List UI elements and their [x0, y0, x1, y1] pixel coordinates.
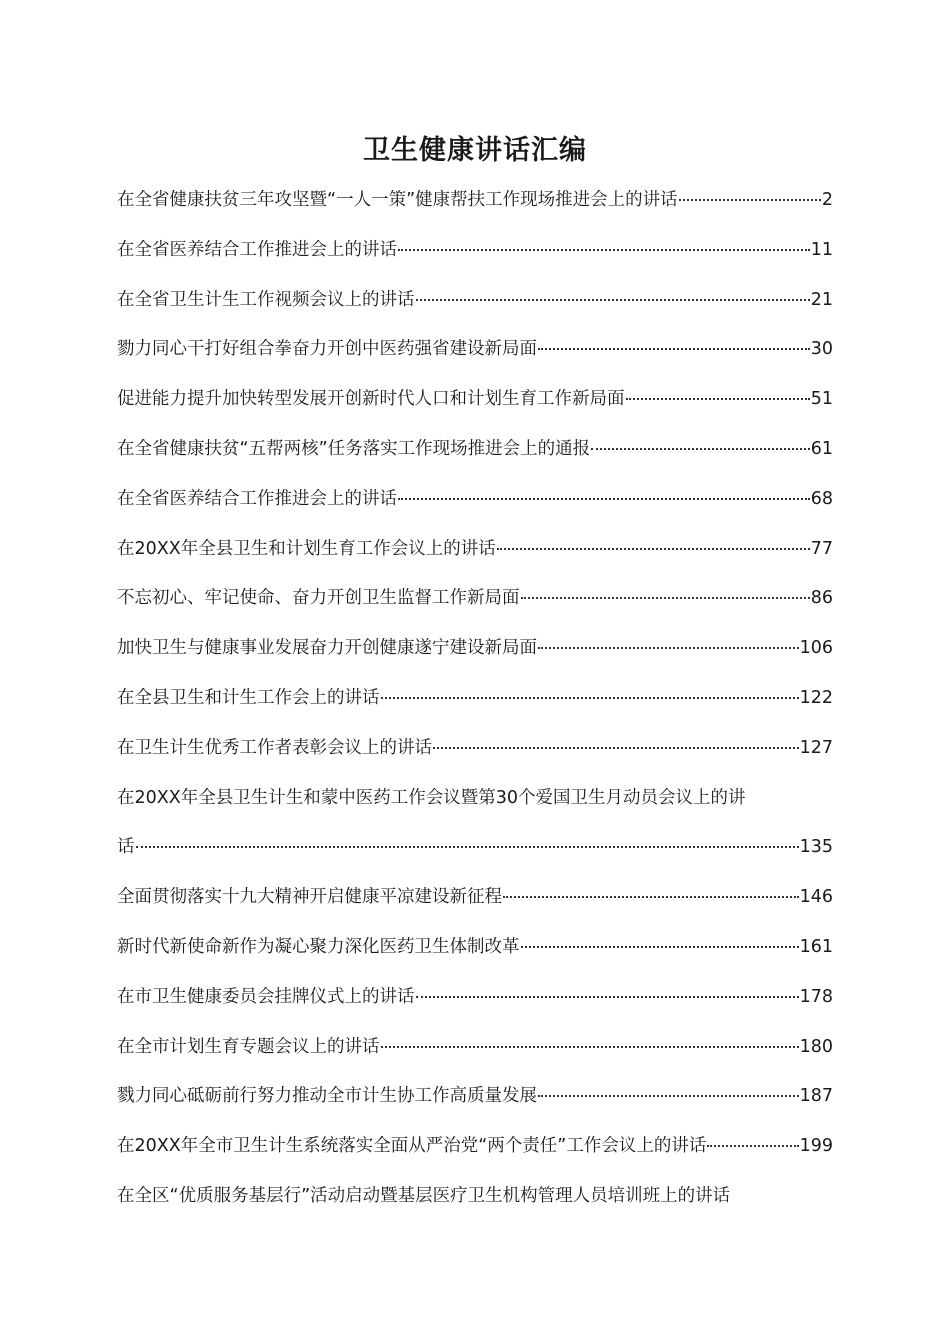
toc-entry-title: 在20XX年全县卫生计生和蒙中医药工作会议暨第30个爱国卫生月动员会议上的讲 — [117, 787, 746, 808]
toc-entry[interactable] — [117, 1133, 833, 1183]
toc-entry[interactable] — [117, 735, 833, 785]
toc-entry[interactable] — [117, 984, 833, 1034]
toc-entry[interactable] — [117, 187, 833, 237]
toc-page-number: 127 — [799, 737, 833, 758]
toc-page-number: 30 — [810, 339, 833, 360]
toc-entry-title: 戮力同心砥砺前行努力推动全市计生协工作高质量发展 — [117, 1086, 537, 1107]
toc-dot-leader — [136, 846, 799, 848]
toc-entry[interactable] — [117, 436, 833, 486]
toc-entry-title: 话 — [117, 837, 135, 858]
toc-page-number: 21 — [810, 289, 833, 310]
toc-entry-title: 促进能力提升加快转型发展开创新时代人口和计划生育工作新局面 — [117, 389, 625, 410]
toc-page-number: 61 — [810, 438, 833, 459]
toc-entry[interactable] — [117, 1183, 833, 1233]
toc-page-number: 122 — [799, 687, 833, 708]
toc-entry-title: 勠力同心干打好组合拳奋力开创中医药强省建设新局面 — [117, 339, 537, 360]
toc-entry-title: 在全省卫生计生工作视频会议上的讲话 — [117, 289, 415, 310]
toc-entry[interactable] — [117, 287, 833, 337]
toc-entry[interactable] — [117, 934, 833, 984]
toc-page-number: 146 — [799, 887, 833, 908]
toc-dot-leader — [497, 548, 810, 550]
toc-entry[interactable] — [117, 486, 833, 536]
toc-entry-title: 全面贯彻落实十九大精神开启健康平凉建设新征程 — [117, 887, 502, 908]
toc-entry[interactable] — [117, 386, 833, 436]
toc-dot-leader — [416, 299, 810, 301]
toc-entry[interactable] — [117, 585, 833, 635]
toc-page-number: 68 — [810, 488, 833, 509]
toc-entry[interactable] — [117, 635, 833, 685]
toc-dot-leader — [679, 199, 821, 201]
toc-entry-title: 加快卫生与健康事业发展奋力开创健康遂宁建设新局面 — [117, 638, 537, 659]
toc-page-number: 86 — [810, 588, 833, 609]
toc-page-number: 199 — [799, 1136, 833, 1157]
toc-page-number: 161 — [799, 936, 833, 957]
toc-dot-leader — [521, 946, 799, 948]
toc-page-number: 106 — [799, 638, 833, 659]
toc-entry[interactable] — [117, 536, 833, 586]
toc-page-number: 135 — [799, 837, 833, 858]
toc-dot-leader — [398, 498, 810, 500]
toc-page-number: 77 — [810, 538, 833, 559]
toc-entry[interactable] — [117, 685, 833, 735]
toc-page-number: 11 — [810, 239, 833, 260]
toc-page-number: 180 — [799, 1036, 833, 1057]
toc-page-number: 187 — [799, 1086, 833, 1107]
toc-entry-title: 在20XX年全市卫生计生系统落实全面从严治党“两个责任”工作会议上的讲话 — [117, 1136, 707, 1157]
toc-dot-leader — [381, 697, 799, 699]
toc-entry-title: 不忘初心、牢记使命、奋力开创卫生监督工作新局面 — [117, 588, 520, 609]
toc-dot-leader — [521, 597, 810, 599]
toc-dot-leader — [707, 1145, 798, 1147]
toc-entry-title: 在全区“优质服务基层行”活动启动暨基层医疗卫生机构管理人员培训班上的讲话 — [117, 1185, 731, 1206]
document-title: 卫生健康讲话汇编 — [363, 135, 587, 166]
toc-dot-leader — [538, 348, 810, 350]
toc-entry-title: 新时代新使命新作为凝心聚力深化医药卫生体制改革 — [117, 936, 520, 957]
toc-entry[interactable] — [117, 1083, 833, 1133]
toc-page-number: 178 — [799, 986, 833, 1007]
toc-entry[interactable] — [117, 237, 833, 287]
toc-entry-title: 在20XX年全县卫生和计划生育工作会议上的讲话 — [117, 538, 496, 559]
toc-entry-title: 在全市计划生育专题会议上的讲话 — [117, 1036, 380, 1057]
toc-dot-leader — [538, 647, 799, 649]
toc-entry-title: 在市卫生健康委员会挂牌仪式上的讲话 — [117, 986, 415, 1007]
toc-entry-title: 在全省医养结合工作推进会上的讲话 — [117, 239, 397, 260]
toc-dot-leader — [591, 448, 810, 450]
toc-dot-leader — [398, 249, 810, 251]
toc-dot-leader — [503, 896, 799, 898]
toc-entry-title: 在全省健康扶贫“五帮两核”任务落实工作现场推进会上的通报 — [117, 438, 591, 459]
toc-entry[interactable] — [117, 785, 833, 835]
toc-entry[interactable] — [117, 834, 833, 884]
toc-page-number: 51 — [810, 389, 833, 410]
toc-dot-leader — [381, 1046, 799, 1048]
toc-entry-title: 在卫生计生优秀工作者表彰会议上的讲话 — [117, 737, 432, 758]
toc-dot-leader — [626, 398, 810, 400]
toc-entry-title: 在全县卫生和计生工作会上的讲话 — [117, 687, 380, 708]
table-of-contents — [117, 187, 833, 1233]
toc-page-number: 2 — [821, 190, 833, 210]
toc-dot-leader — [538, 1095, 799, 1097]
toc-entry-title: 在全省健康扶贫三年攻坚暨“一人一策”健康帮扶工作现场推进会上的讲话 — [117, 190, 678, 210]
toc-dot-leader — [433, 747, 799, 749]
toc-entry[interactable] — [117, 336, 833, 386]
toc-entry-title: 在全省医养结合工作推进会上的讲话 — [117, 488, 397, 509]
toc-entry[interactable] — [117, 1034, 833, 1084]
toc-dot-leader — [416, 996, 799, 998]
toc-entry[interactable] — [117, 884, 833, 934]
